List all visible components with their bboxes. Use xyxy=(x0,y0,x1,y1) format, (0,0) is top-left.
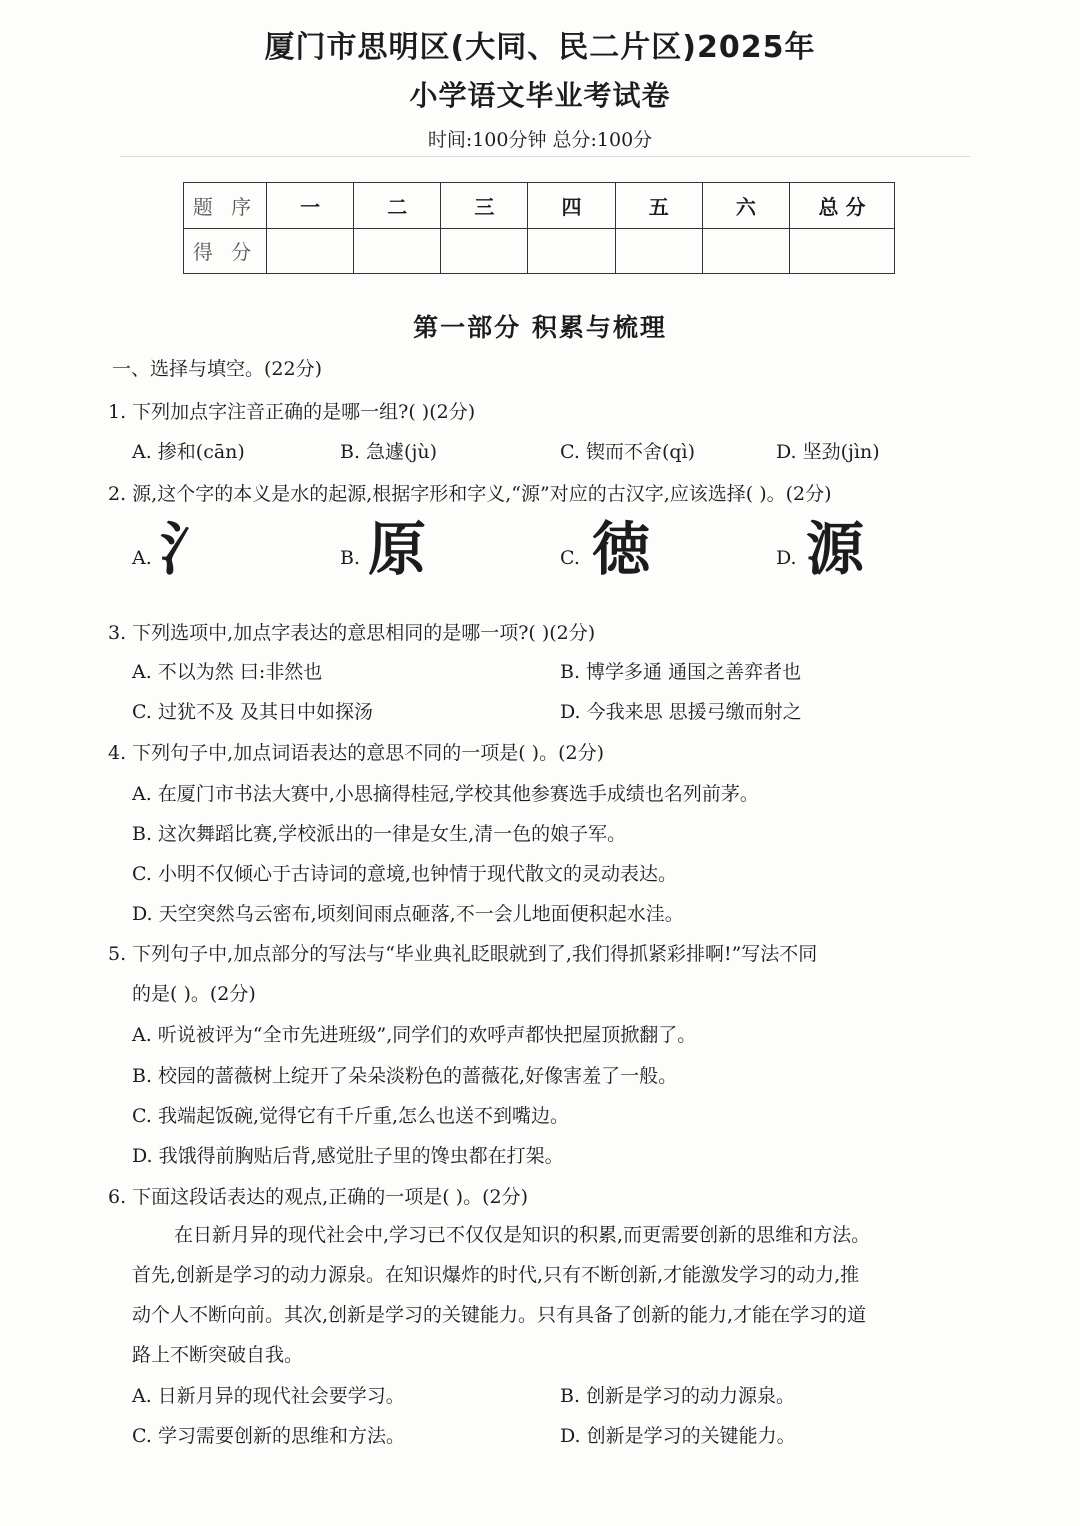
q1-option-a[interactable]: A. 掺和(cān) xyxy=(132,441,245,463)
q6-option-b[interactable]: B. 创新是学习的动力源泉。 xyxy=(560,1385,796,1407)
q2-option-b[interactable]: B. xyxy=(340,547,361,569)
q6-passage-line: 动个人不断向前。其次,创新是学习的关键能力。只有具备了创新的能力,才能在学习的道 xyxy=(132,1304,867,1326)
q4-stem: 4. 下列句子中,加点词语表达的意思不同的一项是( )。(2分) xyxy=(108,742,604,764)
q3-option-d[interactable]: D. 今我来思 思援弓缴而射之 xyxy=(560,701,802,723)
q6-passage-line: 路上不断突破自我。 xyxy=(132,1344,304,1366)
part-title: 第一部分 积累与梳理 xyxy=(413,313,667,342)
q5-option-c[interactable]: C. 我端起饭碗,觉得它有千斤重,怎么也送不到嘴边。 xyxy=(132,1105,570,1127)
q5-option-a[interactable]: A. 听说被评为“全市先进班级”,同学们的欢呼声都快把屋顶掀翻了。 xyxy=(132,1024,697,1046)
header-divider xyxy=(120,156,970,157)
exam-meta: 时间:100分钟 总分:100分 xyxy=(427,129,653,151)
score-table-col: 总 分 xyxy=(790,183,895,229)
q1-option-c[interactable]: C. 锲而不舍(qì) xyxy=(560,441,696,463)
score-cell[interactable] xyxy=(354,228,441,274)
score-table-row-label: 题 序 xyxy=(184,183,267,229)
seal-glyph-d: 源 xyxy=(806,515,865,583)
seal-glyph-a: 氵 xyxy=(160,515,219,583)
exam-title-line1: 厦门市思明区(大同、民二片区)2025年 xyxy=(264,30,816,65)
section-title: 一、选择与填空。(22分) xyxy=(112,358,323,380)
q6-option-c[interactable]: C. 学习需要创新的思维和方法。 xyxy=(132,1425,405,1447)
q2-option-c[interactable]: C. xyxy=(560,547,580,569)
q1-stem: 1. 下列加点字注音正确的是哪一组?( )(2分) xyxy=(108,401,476,423)
score-table-row-label: 得 分 xyxy=(184,228,267,274)
q6-stem: 6. 下面这段话表达的观点,正确的一项是( )。(2分) xyxy=(108,1186,528,1208)
score-cell[interactable] xyxy=(267,228,354,274)
q1-option-d[interactable]: D. 坚劲(jìn) xyxy=(776,441,880,463)
seal-glyph-c: 徳 xyxy=(592,515,651,583)
q1-option-b[interactable]: B. 急遽(jù) xyxy=(340,441,437,463)
score-table-col: 三 xyxy=(441,183,528,229)
score-cell[interactable] xyxy=(702,228,789,274)
score-table-col: 一 xyxy=(267,183,354,229)
score-table-col: 二 xyxy=(354,183,441,229)
score-table-header-row xyxy=(184,183,895,229)
score-table-score-row xyxy=(184,228,895,274)
q3-stem: 3. 下列选项中,加点字表达的意思相同的是哪一项?( )(2分) xyxy=(108,622,596,644)
score-cell[interactable] xyxy=(441,228,528,274)
q6-passage-line: 首先,创新是学习的动力源泉。在知识爆炸的时代,只有不断创新,才能激发学习的动力,推 xyxy=(132,1264,860,1286)
score-table-col: 五 xyxy=(615,183,702,229)
q5-option-d[interactable]: D. 我饿得前胸贴后背,感觉肚子里的馋虫都在打架。 xyxy=(132,1145,564,1167)
q6-option-a[interactable]: A. 日新月异的现代社会要学习。 xyxy=(132,1385,405,1407)
seal-glyph-b: 原 xyxy=(368,515,427,583)
q3-option-c[interactable]: C. 过犹不及 及其日中如探汤 xyxy=(132,701,373,723)
score-table xyxy=(183,182,895,274)
score-table-col: 四 xyxy=(528,183,615,229)
q5-stem-line2: 的是( )。(2分) xyxy=(132,983,256,1005)
score-cell[interactable] xyxy=(528,228,615,274)
score-table-col: 六 xyxy=(702,183,789,229)
q4-option-b[interactable]: B. 这次舞蹈比赛,学校派出的一律是女生,清一色的娘子军。 xyxy=(132,823,627,845)
q6-option-d[interactable]: D. 创新是学习的关键能力。 xyxy=(560,1425,796,1447)
q2-option-d[interactable]: D. xyxy=(776,547,797,569)
q3-option-a[interactable]: A. 不以为然 曰:非然也 xyxy=(132,661,323,683)
q6-passage-line: 在日新月异的现代社会中,学习已不仅仅是知识的积累,而更需要创新的思维和方法。 xyxy=(174,1224,871,1246)
q2-option-a[interactable]: A. xyxy=(132,547,152,569)
score-cell[interactable] xyxy=(790,228,895,274)
q4-option-d[interactable]: D. 天空突然乌云密布,顷刻间雨点砸落,不一会儿地面便积起水洼。 xyxy=(132,903,684,925)
score-cell[interactable] xyxy=(615,228,702,274)
q4-option-c[interactable]: C. 小明不仅倾心于古诗词的意境,也钟情于现代散文的灵动表达。 xyxy=(132,863,677,885)
q5-option-b[interactable]: B. 校园的蔷薇树上绽开了朵朵淡粉色的蔷薇花,好像害羞了一般。 xyxy=(132,1065,678,1087)
q3-option-b[interactable]: B. 博学多通 通国之善弈者也 xyxy=(560,661,802,683)
q2-stem: 2. 源,这个字的本义是水的起源,根据字形和字义,“源”对应的古汉字,应该选择( )。(2分) xyxy=(108,483,832,505)
q5-stem-line1: 5. 下列句子中,加点部分的写法与“毕业典礼眨眼就到了,我们得抓紧彩排啊!”写法不同 xyxy=(108,943,818,965)
q4-option-a[interactable]: A. 在厦门市书法大赛中,小思摘得桂冠,学校其他参赛选手成绩也名列前茅。 xyxy=(132,783,759,805)
exam-title-line2: 小学语文毕业考试卷 xyxy=(409,79,671,112)
